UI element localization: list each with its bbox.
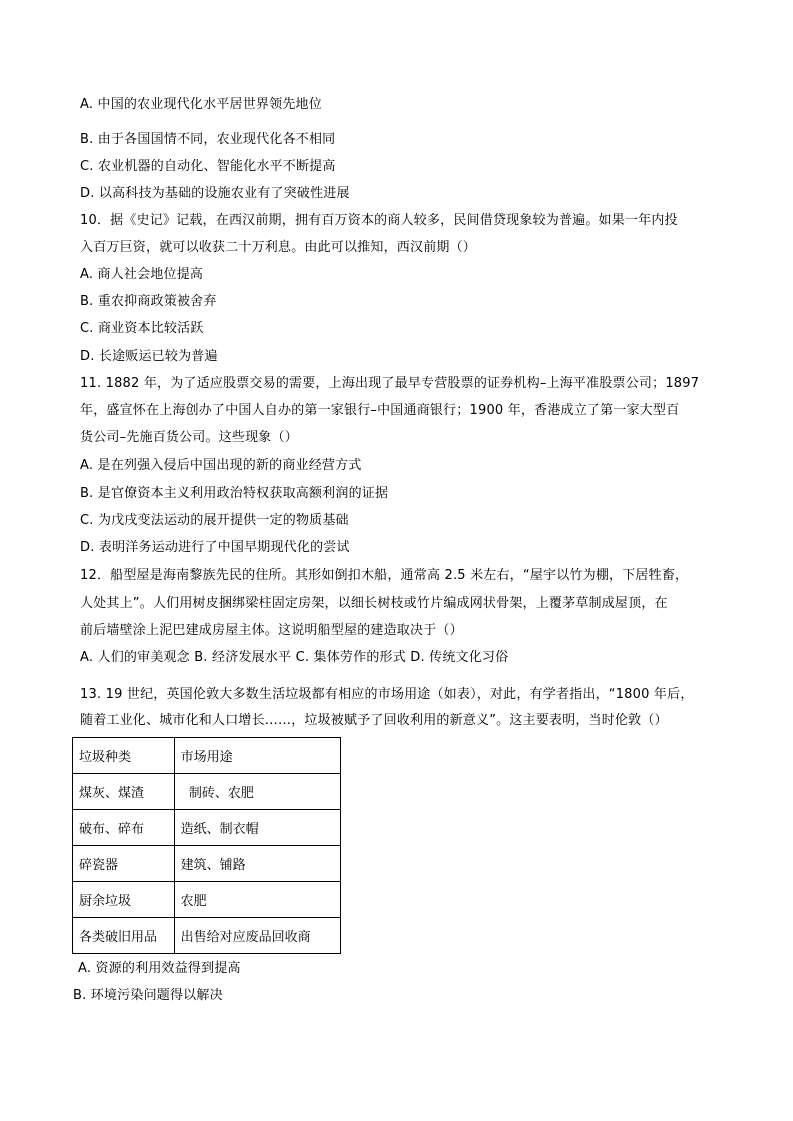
q9-option-d: D. 以高科技为基础的设施农业有了突破性进展 (80, 186, 350, 201)
q13-option-b: B. 环境污染问题得以解决 (73, 988, 223, 1003)
table-row (73, 846, 341, 882)
q11-option-b: B. 是官僚资本主义利用政治特权获取高额利润的证据 (80, 486, 389, 501)
table-header-cell: 市场用途 (174, 738, 340, 774)
q12-options: A. 人们的审美观念 B. 经济发展水平 C. 集体劳作的形式 D. 传统文化习俗 (80, 650, 509, 665)
q9-option-c: C. 农业机器的自动化、智能化水平不断提高 (80, 159, 336, 174)
q11-option-c: C. 为戊戌变法运动的展开提供一定的物质基础 (80, 513, 349, 528)
q10-option-b: B. 重农抑商政策被舍弃 (80, 294, 217, 309)
q12-stem-line-3: 前后墙壁涂上泥巴建成房屋主体。这说明船型屋的建造取决于（） (80, 623, 463, 638)
q13-stem-line-1: 13. 19 世纪，英国伦敦大多数生活垃圾都有相应的市场用途（如表），对此，有学者指出，“1800 年后， (80, 687, 694, 702)
table-row (73, 774, 341, 810)
q10-option-a: A. 商人社会地位提高 (80, 267, 204, 282)
q13-stem-line-2: 随着工业化、城市化和人口增长……，垃圾被赋予了回收利用的新意义”。这主要表明，当时伦敦（） (80, 713, 668, 728)
table-cell: 造纸、制衣帽 (174, 810, 340, 846)
q11-option-d: D. 表明洋务运动进行了中国早期现代化的尝试 (80, 540, 350, 555)
q12-stem-line-1: 12．船型屋是海南黎族先民的住所。其形如倒扣木船，通常高 2.5 米左右，“屋宇以竹为棚，下居牲畜， (80, 568, 689, 583)
q11-option-a: A. 是在列强入侵后中国出现的新的商业经营方式 (80, 458, 362, 473)
q9-option-a: A. 中国的农业现代化水平居世界领先地位 (80, 97, 322, 112)
table-cell: 出售给对应废品回收商 (174, 918, 340, 954)
q11-stem-line-2: 年，盛宣怀在上海创办了中国人自办的第一家银行–中国通商银行；1900 年，香港成立了第一家大型百 (80, 403, 680, 418)
q10-option-c: C. 商业资本比较活跃 (80, 321, 204, 336)
waste-use-table (72, 737, 341, 954)
table-row (73, 810, 341, 846)
table-cell: 制砖、农肥 (174, 774, 340, 810)
q10-option-d: D. 长途贩运已较为普遍 (80, 349, 218, 364)
q12-stem-line-2: 人处其上”。人们用树皮捆绑梁柱固定房架，以细长树枝或竹片编成网状骨架，上覆茅草制成屋顶，在 (80, 596, 668, 611)
table-header-cell: 垃圾种类 (73, 738, 175, 774)
q10-stem-line-2: 入百万巨资，就可以收获二十万利息。由此可以推知，西汉前期（） (80, 240, 477, 255)
table-cell: 破布、碎布 (73, 810, 175, 846)
table-cell: 各类破旧用品 (73, 918, 175, 954)
table-cell: 厨余垃圾 (73, 882, 175, 918)
table-cell: 碎瓷器 (73, 846, 175, 882)
q10-stem-line-1: 10．据《史记》记载，在西汉前期，拥有百万资本的商人较多，民间借贷现象较为普遍。如果一年内投 (80, 213, 678, 228)
q13-option-a: A. 资源的利用效益得到提高 (78, 961, 241, 976)
table-cell: 建筑、铺路 (174, 846, 340, 882)
table-row (73, 918, 341, 954)
table-cell: 农肥 (174, 882, 340, 918)
table-header-row (73, 738, 341, 774)
table-row (73, 882, 341, 918)
q11-stem-line-1: 11. 1882 年，为了适应股票交易的需要，上海出现了最早专营股票的证券机构–上海平准股票公司；1897 (80, 376, 700, 391)
table-cell: 煤灰、煤渣 (73, 774, 175, 810)
q9-option-b: B. 由于各国国情不同，农业现代化各不相同 (80, 132, 336, 147)
q11-stem-line-3: 货公司–先施百货公司。这些现象（） (80, 430, 298, 445)
